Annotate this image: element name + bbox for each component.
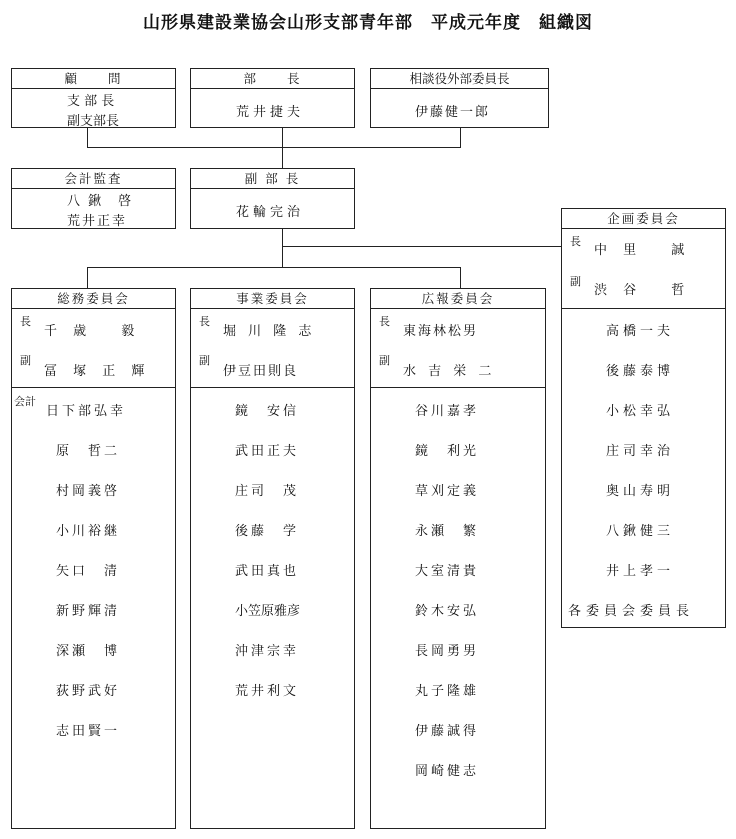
- kikaku-footer: 各委員会委員長: [568, 604, 695, 619]
- soumu-box: [11, 288, 176, 829]
- komon-box: [11, 68, 176, 128]
- jigyou-member: 武田正夫: [235, 444, 300, 459]
- soumu-vice: 冨 塚 正 輝: [44, 364, 151, 379]
- jigyou-member: 庄司 茂: [235, 484, 300, 499]
- kouhou-member: 伊藤誠得: [415, 724, 480, 739]
- kouhou-member: 大室清貴: [415, 564, 480, 579]
- divider: [12, 387, 175, 388]
- kouhou-member: 丸子隆雄: [415, 684, 480, 699]
- komon-member: 副支部長: [67, 114, 120, 129]
- soudan-box: [370, 68, 549, 128]
- kikaku-member: 小松幸弘: [606, 404, 675, 419]
- connector: [87, 267, 88, 289]
- kouhou-box: [370, 288, 546, 829]
- kouhou-vice: 水 吉 栄 二: [403, 364, 496, 379]
- kikaku-member: 高橋一夫: [606, 324, 675, 339]
- chief-label: 長: [20, 315, 31, 328]
- jigyou-header: 事業委員会: [191, 289, 354, 309]
- connector: [87, 267, 461, 268]
- soumu-member: 新野輝清: [56, 604, 121, 619]
- kouhou-member: 草刈定義: [415, 484, 480, 499]
- kansa-header: 会計監査: [12, 169, 175, 189]
- chief-label: 長: [379, 315, 390, 328]
- buchou-header: 部 長: [191, 69, 354, 89]
- connector: [87, 127, 88, 148]
- fukubuchou-header: 副 部 長: [191, 169, 354, 189]
- connector: [87, 147, 461, 148]
- kansa-member: 荒井正幸: [67, 214, 128, 229]
- soumu-chief: 千 歳 毅: [44, 324, 141, 339]
- buchou-box: [190, 68, 355, 128]
- komon-header: 顧 問: [12, 69, 175, 89]
- kikaku-member: 後藤泰博: [606, 364, 675, 379]
- chief-label: 長: [199, 315, 210, 328]
- jigyou-chief: 堀 川 隆 志: [223, 324, 316, 339]
- kikaku-member: 庄司幸治: [606, 444, 675, 459]
- kikaku-box: [561, 208, 726, 628]
- kansa-member: 八 鍬 啓: [67, 194, 134, 209]
- kouhou-member: 鈴木安弘: [415, 604, 480, 619]
- jigyou-member: 鏡 安信: [235, 404, 300, 419]
- kouhou-member: 永瀬 繁: [415, 524, 480, 539]
- kouhou-member: 長岡勇男: [415, 644, 480, 659]
- fukubuchou-name: 花輪完治: [236, 205, 305, 220]
- connector: [460, 127, 461, 148]
- soumu-member: 小川裕継: [56, 524, 121, 539]
- soumu-member: 深瀬 博: [56, 644, 121, 659]
- kouhou-header: 広報委員会: [371, 289, 545, 309]
- kikaku-member: 八鍬健三: [606, 524, 675, 539]
- divider: [371, 387, 545, 388]
- soumu-member: 志田賢一: [56, 724, 121, 739]
- connector: [282, 228, 283, 268]
- kouhou-member: 岡崎健志: [415, 764, 480, 779]
- kansa-box: [11, 168, 176, 229]
- jigyou-member: 後藤 学: [235, 524, 300, 539]
- fukubuchou-box: [190, 168, 355, 229]
- soumu-member: 日下部弘幸: [46, 404, 127, 419]
- kouhou-member: 谷川嘉孝: [415, 404, 480, 419]
- buchou-name: 荒井捷夫: [236, 105, 305, 120]
- soumu-header: 総務委員会: [12, 289, 175, 309]
- jigyou-member: 沖津宗幸: [235, 644, 300, 659]
- jigyou-box: [190, 288, 355, 829]
- divider: [191, 387, 354, 388]
- jigyou-member: 小笠原雅彦: [235, 604, 301, 619]
- kikaku-member: 井上孝一: [606, 564, 675, 579]
- vice-label: 副: [20, 354, 31, 367]
- soumu-member: 矢口 清: [56, 564, 121, 579]
- treasurer-label: 会計: [14, 395, 36, 408]
- soudan-name: 伊藤健一郎: [415, 105, 491, 120]
- kouhou-member: 鏡 利光: [415, 444, 480, 459]
- jigyou-member: 武田真也: [235, 564, 300, 579]
- connector: [282, 127, 283, 169]
- jigyou-member: 荒井利文: [235, 684, 300, 699]
- jigyou-vice: 伊豆田則良: [223, 364, 299, 379]
- divider: [562, 308, 725, 309]
- kikaku-vice: 渋 谷 哲: [594, 283, 691, 298]
- chart-title: 山形県建設業協会山形支部青年部 平成元年度 組織図: [143, 13, 593, 33]
- kikaku-chief: 中 里 誠: [594, 243, 691, 258]
- chief-label: 長: [570, 235, 581, 248]
- soumu-member: 村岡義啓: [56, 484, 121, 499]
- vice-label: 副: [570, 275, 581, 288]
- vice-label: 副: [199, 354, 210, 367]
- soumu-member: 原 哲二: [56, 444, 121, 459]
- kikaku-member: 奥山寿明: [606, 484, 675, 499]
- connector: [460, 267, 461, 289]
- vice-label: 副: [379, 354, 390, 367]
- komon-member: 支 部 長: [67, 94, 115, 109]
- soudan-header: 相談役外部委員長: [371, 69, 548, 89]
- kouhou-chief: 東海林松男: [403, 324, 479, 339]
- kikaku-header: 企画委員会: [562, 209, 725, 229]
- soumu-member: 荻野武好: [56, 684, 121, 699]
- connector: [282, 246, 561, 247]
